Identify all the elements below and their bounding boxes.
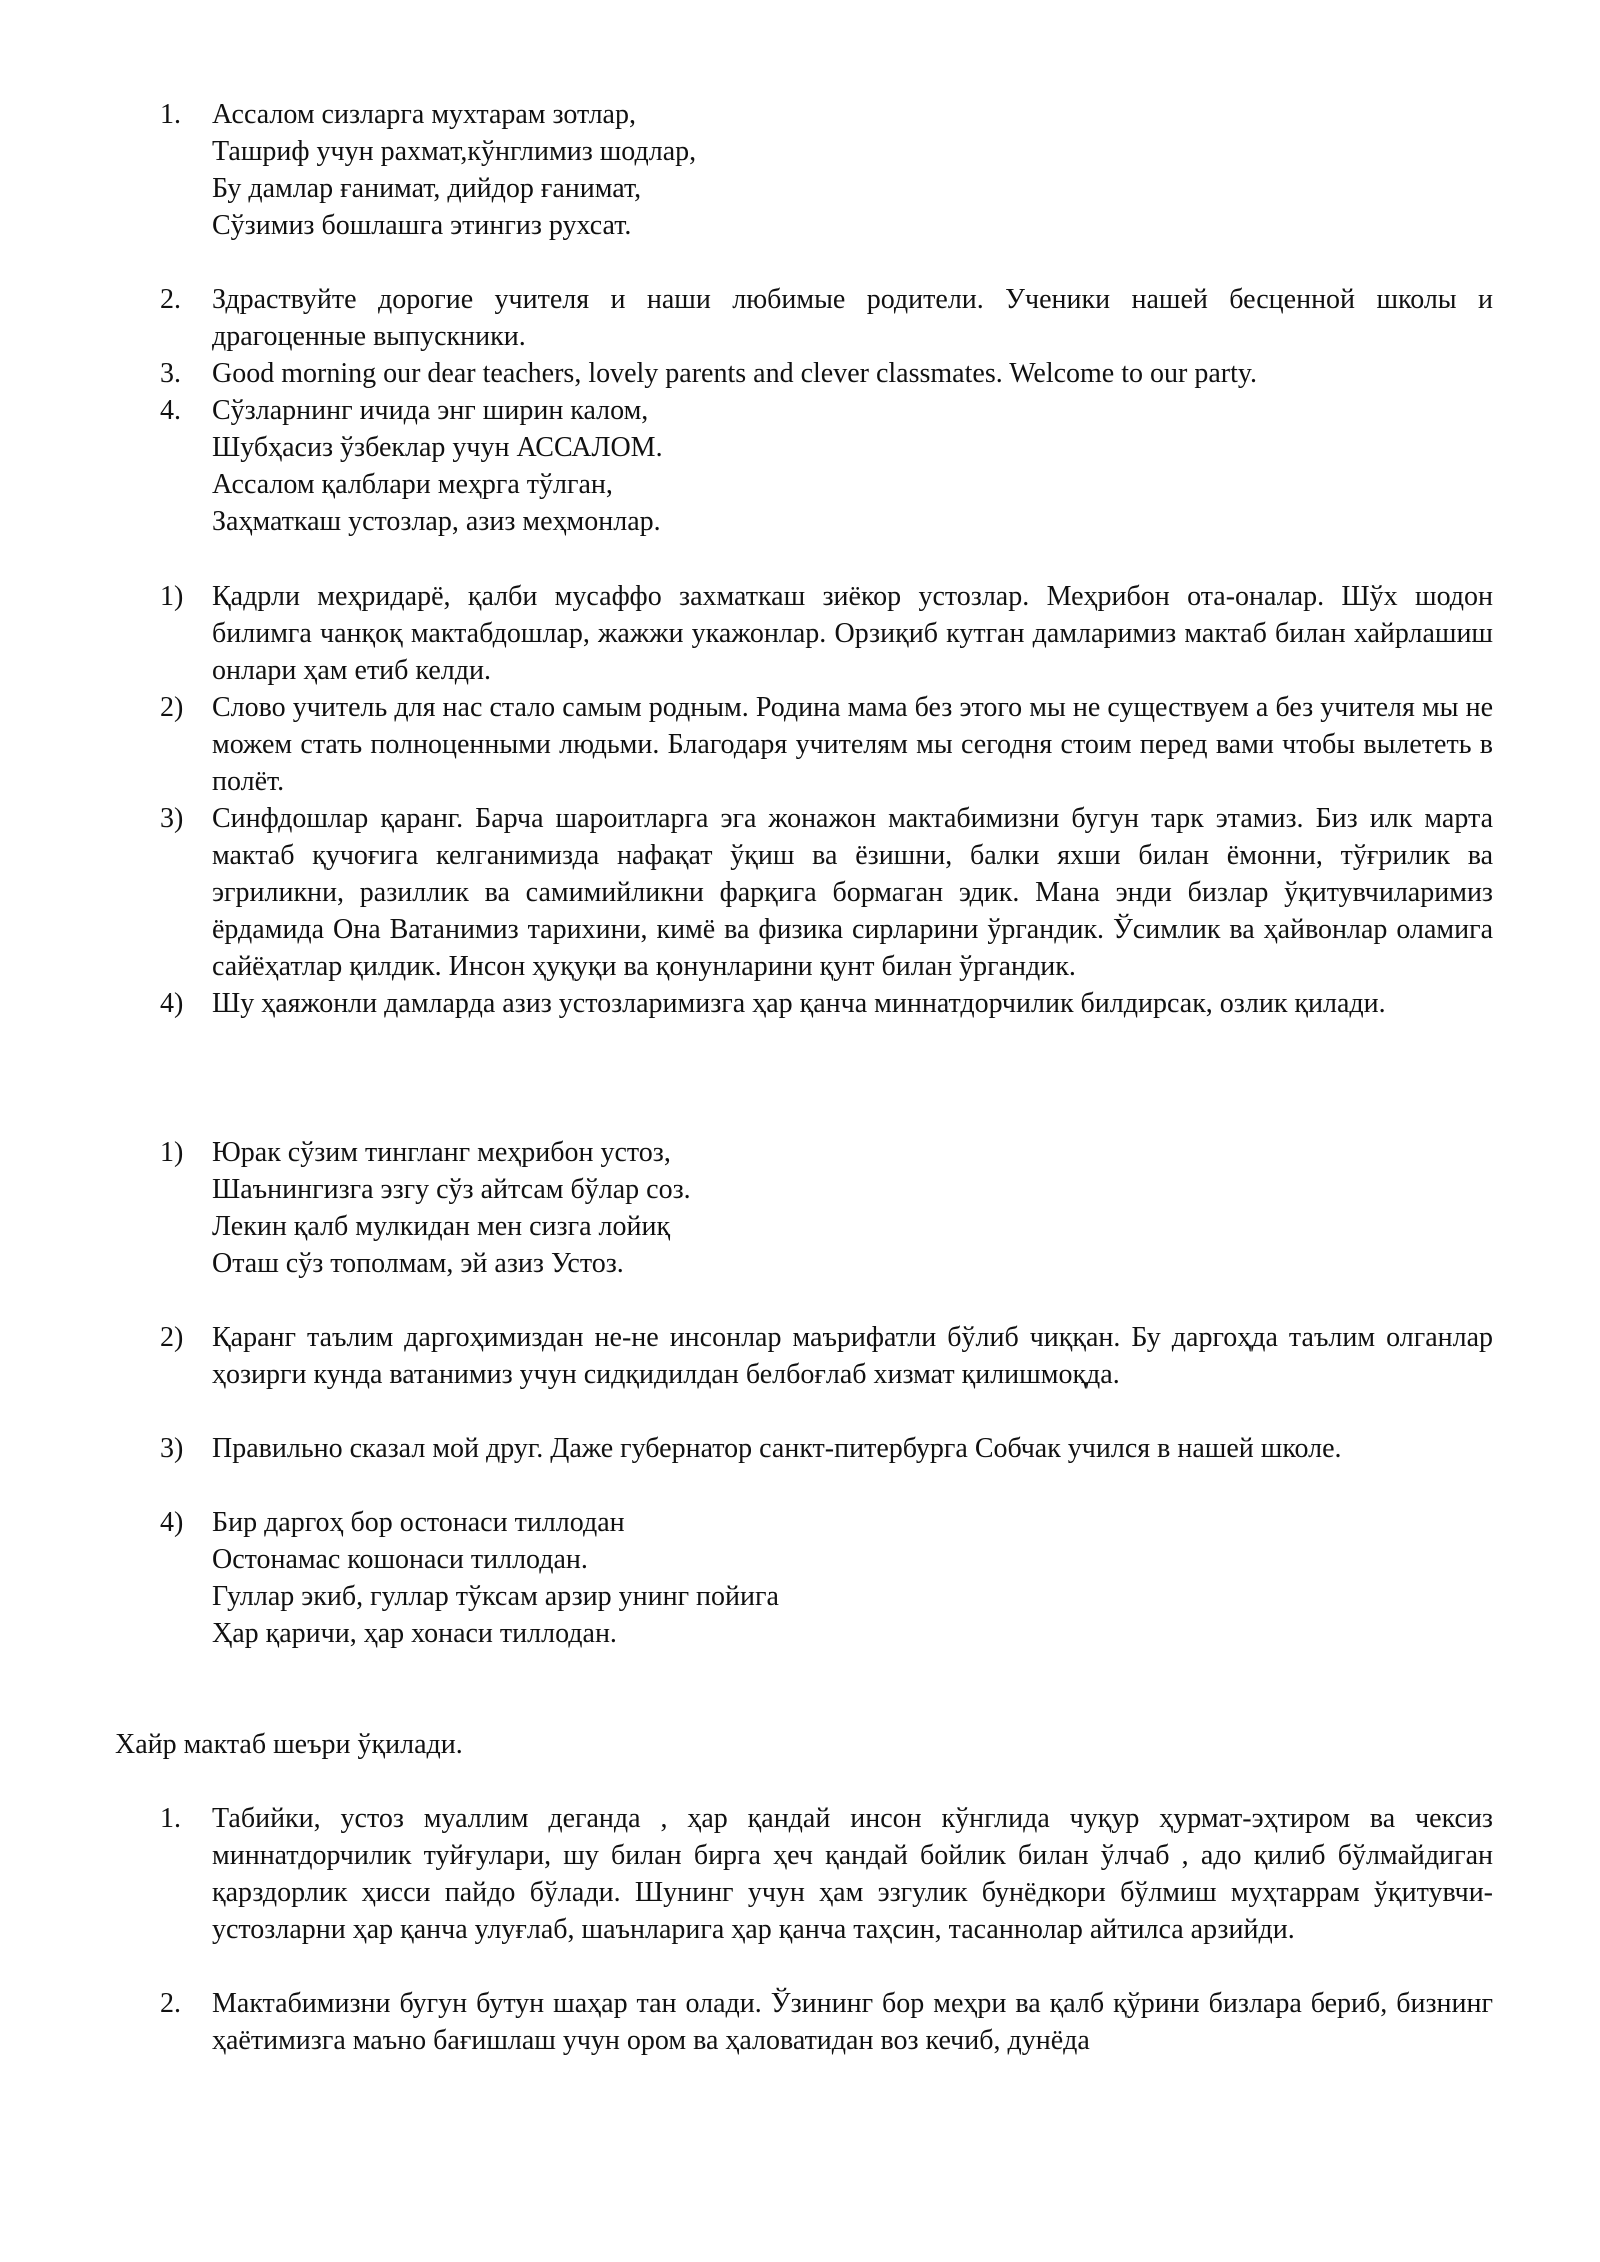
paragraph-text: Мактабимизни бугун бутун шаҳар тан олади. Ўзининг бор меҳри ва қалб қўрини бизлара бериб, бизнинг ҳаётимизга маъно бағишлаш учун ором ва ҳаловатидан воз кечиб, дунёда [212,1988,1493,2056]
item-number: 1) [160,581,184,612]
paragraph-text: Слово учитель для нас стало самым родным. Родина мама без этого мы не существуем а без учителя мы не можем стать полноценными людьми. Благодаря учителям мы сегодня стоим перед вами чтобы вылететь в полёт. [212,692,1493,797]
item-number: 3) [160,1433,184,1464]
list-item [160,1985,1493,2059]
list-item [160,1430,1493,1467]
list-item [160,1504,1493,1652]
closing-list [160,1800,1493,2059]
poem-line: Ҳар қаричи, ҳар хонаси тиллодан. [212,1618,617,1649]
poem-line: Лекин қалб мулкидан мен сизга лойиқ [212,1211,671,1242]
poem-line: Гуллар экиб, гуллар тўксам арзир унинг пойига [212,1581,779,1612]
poem-line: Ассалом сизларга мухтарам зотлар, [212,99,636,130]
poem-line: Сўзларнинг ичида энг ширин калом, [212,395,649,426]
poem-line: Юрак сўзим тингланг меҳрибон устоз, [212,1137,671,1168]
paragraph-text: Синфдошлар қаранг. Барча шароитларга эга жонажон мактабимизни бугун тарк этамиз. Биз илк марта мактаб қучоғига келганимизда нафақат ўқиш ва ёзишни, балки яхши билан ёмонни, тўғрилик ва эгриликни, разиллик ва самимийликни фарқига бормаган эдик. Мана энди бизлар ўқитувчиларимиз ёрдамида Она Ватанимиз тарихини, кимё ва физика сирларини ўргандик. Ўсимлик ва ҳайвонлар оламига сайёҳатлар қилдик. Инсон ҳуқуқи ва қонунларини қунт билан ўргандик. [212,803,1493,982]
speeches-list [160,578,1493,1022]
poem-line: Оташ сўз тополмам, эй азиз Устоз. [212,1248,624,1279]
item-number: 1. [160,1803,181,1834]
list-item [160,1800,1493,1948]
paragraph-text: Қадрли меҳридарё, қалби мусаффо захматкаш зиёкор устозлар. Меҳрибон ота-оналар. Шўх шодон билимга чанқоқ мактабдошлар, жажжи укажонлар. Орзиқиб кутган дамларимиз мактаб билан хайрлашиш онлари ҳам етиб келди. [212,581,1493,686]
poem-line: Сўзимиз бошлашга этингиз рухсат. [212,210,632,241]
stage-direction: Хайр мактаб шеъри ўқилади. [115,1729,463,1760]
item-number: 2) [160,1322,184,1353]
item-number: 4. [160,395,181,426]
item-number: 1) [160,1137,184,1168]
item-number: 2) [160,692,184,723]
poem-line: Ассалом қалблари меҳрга тўлган, [212,469,613,500]
list-item [160,1134,1493,1282]
item-number: 2. [160,284,181,315]
list-item [160,985,1493,1022]
poem-line: Бу дамлар ғанимат, дийдор ғанимат, [212,173,642,204]
poem-line: Шубҳасиз ўзбеклар учун АССАЛОМ. [212,432,663,463]
paragraph-text: Табийки, устоз муаллим деганда , ҳар қандай инсон кўнглида чуқур ҳурмат-эҳтиром ва чексиз миннатдорчилик туйғулари, шу билан бирга ҳеч қандай бойлик билан ўлчаб , адо қилиб бўлмайдиган қарздорлик ҳисси пайдо бўлади. Шунинг учун ҳам эзгулик бунёдкори бўлмиш муҳтаррам ўқитувчи-устозларни ҳар қанча улуғлаб, шаънларига ҳар қанча таҳсин, тасаннолар айтилса арзийди. [212,1803,1493,1945]
poem-line: Шаънингизга эзгу сўз айтсам бўлар соз. [212,1174,691,1205]
item-number: 3. [160,358,181,389]
paragraph-text: Здраствуйте дорогие учителя и наши любимые родители. Ученики нашей бесценной школы и драгоценные выпускники. [212,284,1493,352]
teacher-tribute-list [160,1134,1493,1652]
paragraph-text: Шу ҳаяжонли дамларда азиз устозларимизга ҳар қанча миннатдорчилик билдирсак, озлик қилади. [212,988,1386,1019]
poem-line: Ташриф учун рахмат,кўнглимиз шодлар, [212,136,697,167]
item-number: 2. [160,1988,181,2019]
list-item [160,1319,1493,1393]
poem-line: Бир даргоҳ бор остонаси тиллодан [212,1507,625,1538]
list-item [160,578,1493,689]
paragraph-text: Правильно сказал мой друг. Даже губернатор санкт-питербурга Собчак учился в нашей школе. [212,1433,1342,1464]
item-number: 4) [160,988,184,1019]
greetings-list [160,96,1493,540]
list-item [160,689,1493,800]
item-number: 3) [160,803,184,834]
list-item [160,281,1493,355]
poem-line: Заҳматкаш устозлар, азиз меҳмонлар. [212,506,661,537]
list-item [160,392,1493,540]
list-item [160,355,1493,392]
paragraph-text: Good morning our dear teachers, lovely parents and clever classmates. Welcome to our party. [212,358,1258,389]
list-item [160,800,1493,985]
item-number: 4) [160,1507,184,1538]
paragraph-text: Қаранг таълим даргоҳимиздан не-не инсонлар маърифатли бўлиб чиққан. Бу даргоҳда таълим олганлар ҳозирги кунда ватанимиз учун сидқидилдан белбоғлаб хизмат қилишмоқда. [212,1322,1493,1390]
poem-line: Остонамас кошонаси тиллодан. [212,1544,588,1575]
item-number: 1. [160,99,181,130]
list-item [160,96,1493,244]
